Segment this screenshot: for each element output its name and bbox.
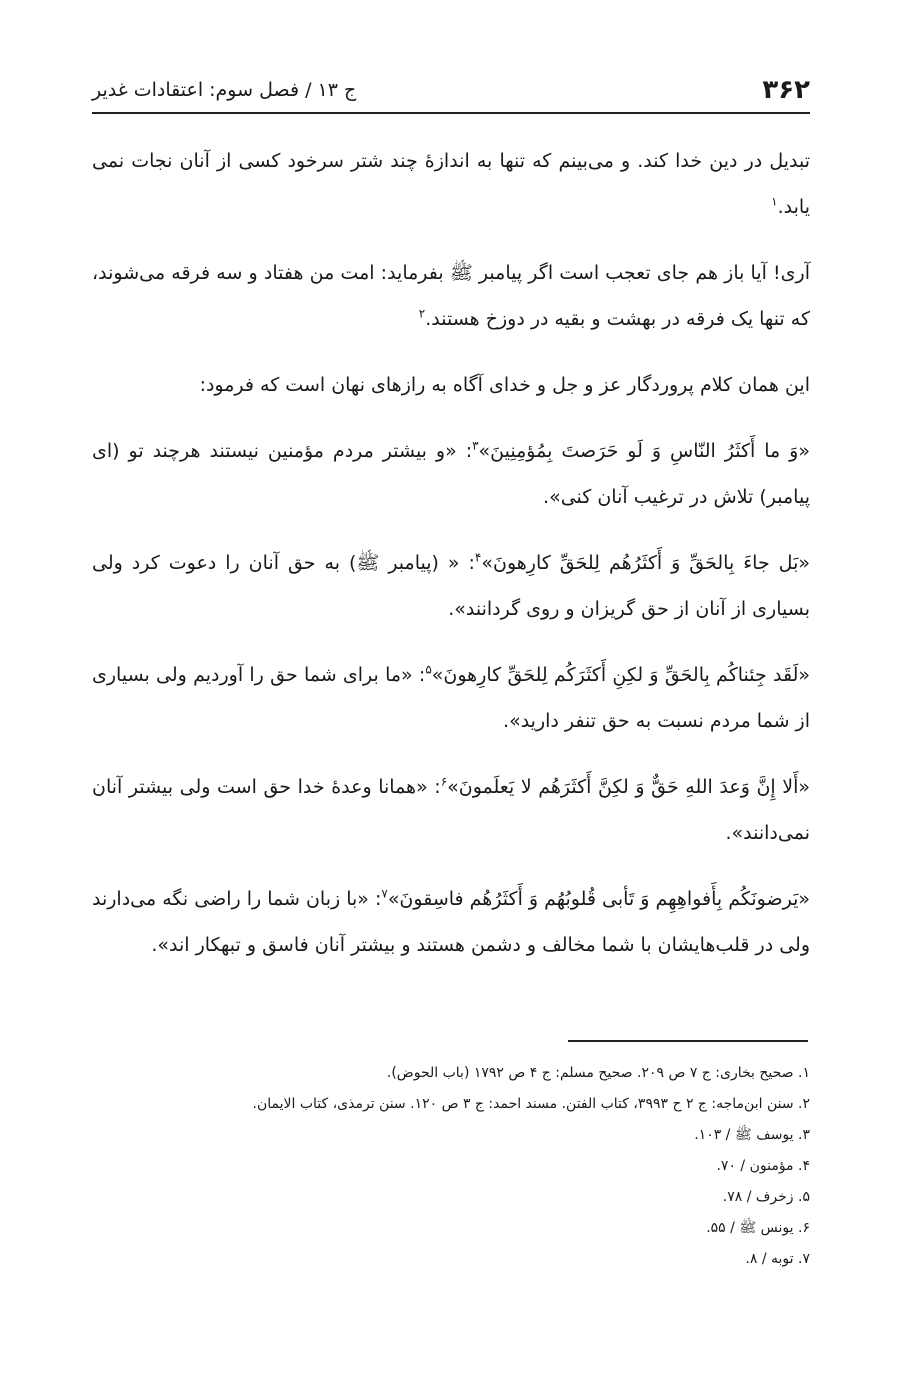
paragraph: «لَقَد جِئناكُم بِالحَقِّ وَ لكِنِ أَكثَرَكُم لِلحَقِّ كارِهونَ»$^۵$: «ما برای شما حق را آوردیم ولی بسیاری از شما مردم نسبت به حق تنفر دارید».: [92, 662, 810, 732]
quran-quote: «وَ ما أَكثَرُ النّاسِ وَ لَو حَرَصتَ بِمُؤمِنِينَ»: [478, 440, 810, 462]
footnotes-list: [92, 1058, 810, 1275]
paragraph: «أَلا إِنَّ وَعدَ اللهِ حَقٌّ وَ لكِنَّ أَكثَرَهُم لا يَعلَمونَ»$^۶$: «همانا وعدهٔ خدا حق است ولی بیشتر آنان نمی‌دانند».: [92, 774, 810, 844]
footnote-ref: ۵: [425, 662, 432, 677]
page-number: ۳۶۲: [762, 75, 810, 105]
footnote: ۴. مؤمنون / ۷۰.: [716, 1158, 810, 1174]
quran-quote: «يَرضونَكُم بِأَفواهِهِم وَ تَأبى قُلوبُهُم وَ أَكثَرُهُم فاسِقونَ»: [387, 888, 810, 910]
footnote: ۲. سنن ابن‌ماجه: ج ۲ ح ۳۹۹۳، کتاب الفتن. مسند احمد: ج ۳ ص ۱۲۰. سنن ترمذی، کتاب الایمان.: [252, 1096, 810, 1112]
footnote: ۷. توبه / ۸.: [745, 1251, 810, 1267]
paragraph: تبدیل در دین خدا کند. و می‌بینم که تنها به اندازهٔ چند شتر سرخود کسی از آنان نجات نمی یابد.$^۱$: [92, 150, 810, 218]
paragraph: «بَل جاءَ بِالحَقِّ وَ أَكثَرُهُم لِلحَقِّ كارِهونَ»$^۴$: « (پیامبر ﷺ) به حق آنان را دعوت کرد ولی بسیاری از آنان از حق گریزان و روی گردانند».: [92, 550, 810, 620]
footnote-divider: [568, 1040, 808, 1042]
footnote-ref: ۷: [381, 886, 388, 901]
page-header: [92, 68, 810, 114]
paragraph: این همان کلام پروردگار عز و جل و خدای آگاه به رازهای نهان است که فرمود:: [199, 374, 810, 396]
paragraph: «يَرضونَكُم بِأَفواهِهِم وَ تَأبى قُلوبُهُم وَ أَكثَرُهُم فاسِقونَ»$^۷$: «با زبان شما را راضی نگه می‌دارند ولی در قلب‌هایشان با شما مخالف و دشمن هستند و بیشتر آنان فاسق و تبهکار اند».: [92, 886, 810, 956]
paragraph: «وَ ما أَكثَرُ النّاسِ وَ لَو حَرَصتَ بِمُؤمِنِينَ»$^۳$: «و بیشتر مردم مؤمنین نیستند هرچند تو (ای پیامبر) تلاش در ترغیب آنان کنی».: [92, 438, 810, 508]
footnote-ref: ۳: [472, 438, 479, 453]
footnote: ۳. یوسف ﷺ / ۱۰۳.: [694, 1127, 810, 1143]
quran-quote: «لَقَد جِئناكُم بِالحَقِّ وَ لكِنِ أَكثَرَكُم لِلحَقِّ كارِهونَ»: [431, 664, 810, 686]
footnote-ref: ۲: [418, 306, 426, 321]
footnote: ۱. صحیح بخاری: ج ۷ ص ۲۰۹. صحیح مسلم: ج ۴ ص ۱۷۹۲ (باب الحوض).: [386, 1065, 810, 1081]
quran-quote: «أَلا إِنَّ وَعدَ اللهِ حَقٌّ وَ لكِنَّ أَكثَرَهُم لا يَعلَمونَ»: [447, 776, 810, 798]
running-title: ج ۱۳ / فصل سوم: اعتقادات غدیر: [92, 79, 357, 101]
paragraph: آری! آیا باز هم جای تعجب است اگر پیامبر ﷺ بفرماید: امت من هفتاد و سه فرقه می‌شوند، که تنها یک فرقه در بهشت و بقیه در دوزخ هستند.$^۲$: [92, 262, 810, 330]
footnote-ref: ۶: [440, 774, 448, 789]
body-text: [92, 138, 810, 988]
footnote: ۵. زخرف / ۷۸.: [722, 1189, 810, 1205]
footnote-ref: ۱: [771, 194, 778, 209]
quran-quote: «بَل جاءَ بِالحَقِّ وَ أَكثَرُهُم لِلحَقِّ كارِهونَ»: [481, 552, 810, 574]
footnote-ref: ۴: [474, 550, 482, 565]
footnote: ۶. یونس ﷺ / ۵۵.: [706, 1220, 810, 1236]
